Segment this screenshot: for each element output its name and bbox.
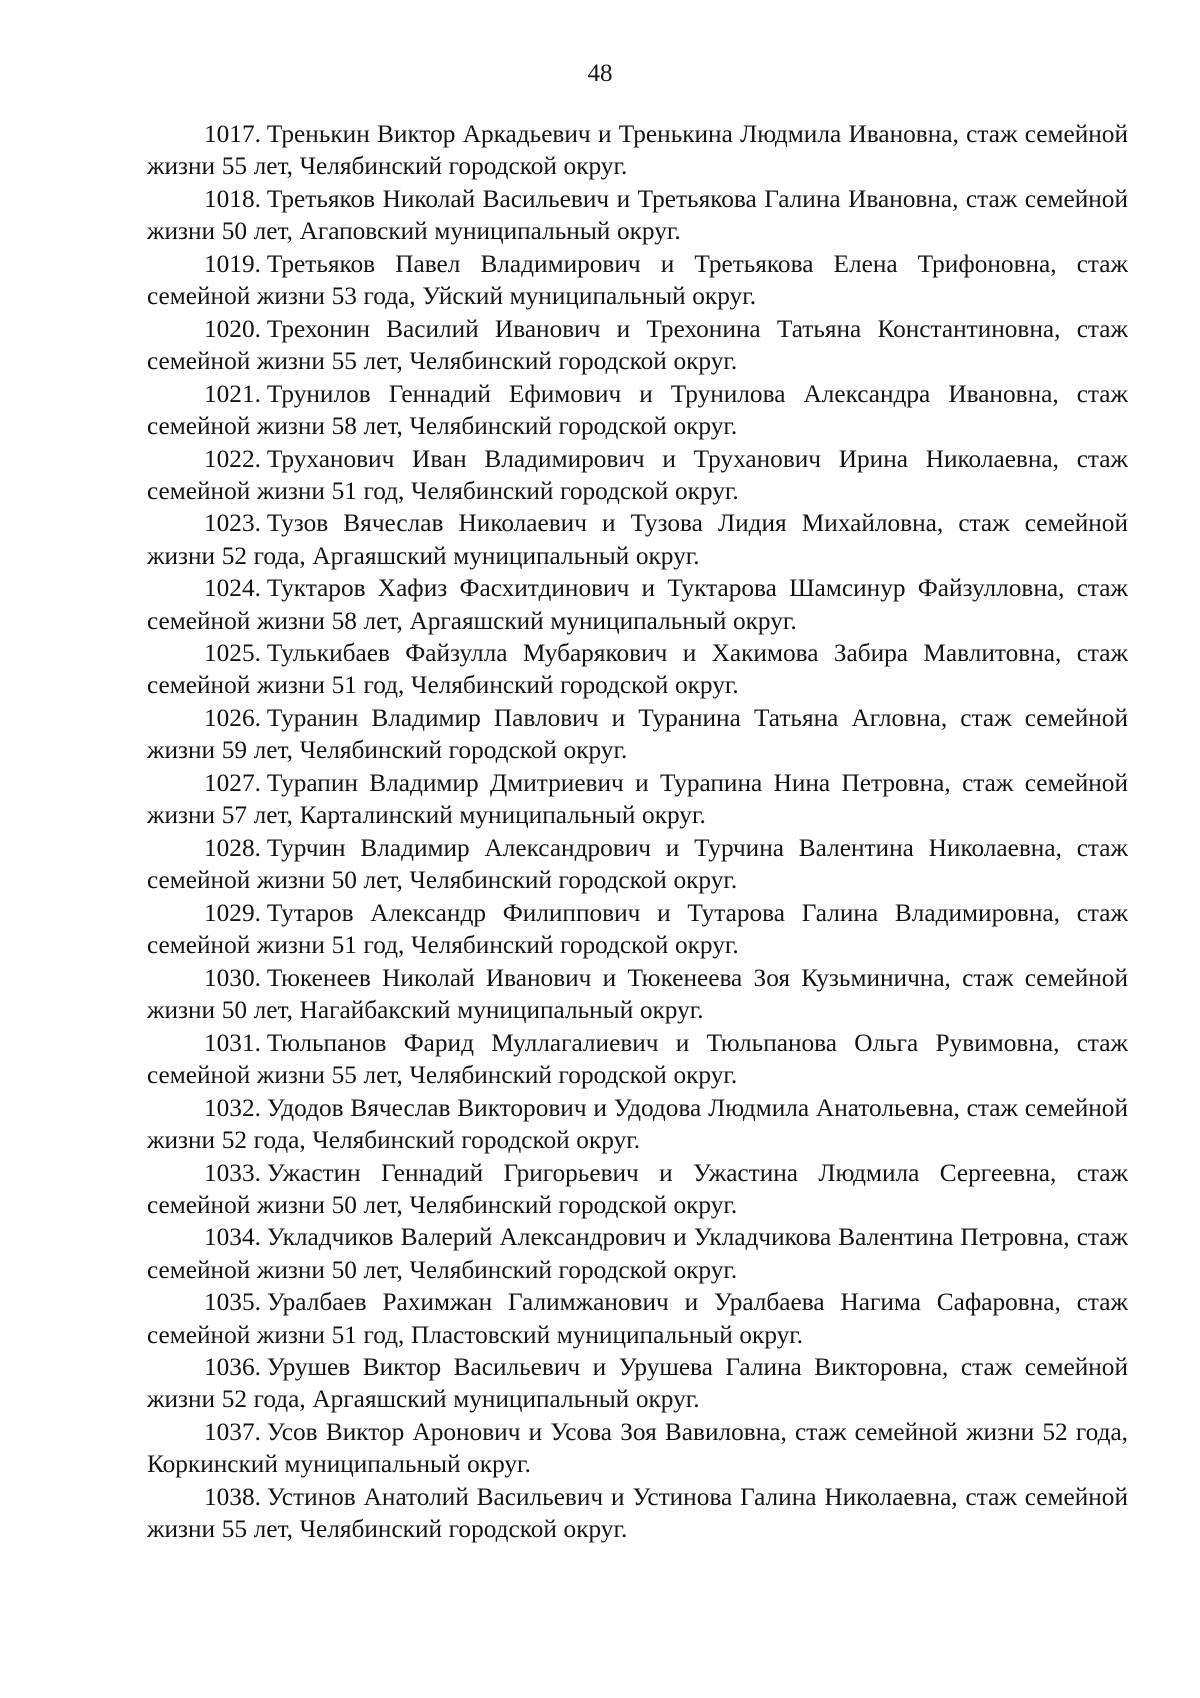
entry-number: 1022. bbox=[204, 444, 261, 473]
entry-text: Тюльпанов Фарид Муллагалиевич и Тюльпанова Ольга Рувимовна, стаж семейной жизни 55 лет, Челябинский городской округ. bbox=[147, 1028, 1128, 1089]
entry-list bbox=[147, 118, 1128, 1546]
entry-number: 1025. bbox=[204, 639, 261, 668]
list-item bbox=[147, 637, 1128, 701]
entry-number: 1019. bbox=[204, 249, 261, 278]
entry-text: Уралбаев Рахимжан Галимжанович и Уралбаева Нагима Сафаровна, стаж семейной жизни 51 год, Пластовский муниципальный округ. bbox=[147, 1288, 1128, 1349]
entry-text: Тюкенеев Николай Иванович и Тюкенеева Зоя Кузьминична, стаж семейной жизни 50 лет, Нагайбакский муниципальный округ. bbox=[147, 963, 1128, 1024]
entry-text: Устинов Анатолий Васильевич и Устинова Галина Николаевна, стаж семейной жизни 55 лет, Челябинский городской округ. bbox=[147, 1483, 1128, 1544]
entry-text: Труханович Иван Владимирович и Труханович Ирина Николаевна, стаж семейной жизни 51 год, Челябинский городской округ. bbox=[147, 444, 1128, 505]
entry-text: Трехонин Василий Иванович и Трехонина Татьяна Константиновна, стаж семейной жизни 55 лет, Челябинский городской округ. bbox=[147, 314, 1128, 375]
entry-number: 1027. bbox=[204, 769, 261, 798]
list-item bbox=[147, 1481, 1128, 1545]
list-item bbox=[147, 313, 1128, 377]
entry-number: 1034. bbox=[204, 1223, 261, 1252]
entry-number: 1020. bbox=[204, 314, 261, 343]
entry-text: Тренькин Виктор Аркадьевич и Тренькина Людмила Ивановна, стаж семейной жизни 55 лет, Челябинский городской округ. bbox=[147, 120, 1128, 181]
list-item bbox=[147, 897, 1128, 961]
entry-text: Тузов Вячеслав Николаевич и Тузова Лидия Михайловна, стаж семейной жизни 52 года, Аргаяшский муниципальный округ. bbox=[147, 509, 1128, 570]
list-item bbox=[147, 832, 1128, 896]
list-item bbox=[147, 572, 1128, 636]
entry-number: 1029. bbox=[204, 898, 261, 927]
entry-number: 1021. bbox=[204, 379, 261, 408]
entry-number: 1017. bbox=[204, 120, 261, 148]
entry-text: Третьяков Павел Владимирович и Третьякова Елена Трифоновна, стаж семейной жизни 53 года, Уйский муниципальный округ. bbox=[147, 249, 1128, 311]
entry-text: Турапин Владимир Дмитриевич и Турапина Нина Петровна, стаж семейной жизни 57 лет, Карталинский муниципальный округ. bbox=[147, 769, 1128, 830]
entry-number: 1018. bbox=[204, 184, 261, 213]
list-item bbox=[147, 1351, 1128, 1415]
entry-number: 1038. bbox=[204, 1483, 261, 1512]
list-item bbox=[147, 1157, 1128, 1221]
entry-text: Туктаров Хафиз Фасхитдинович и Туктарова Шамсинур Файзулловна, стаж семейной жизни 58 лет, Аргаяшский муниципальный округ. bbox=[147, 574, 1128, 635]
entry-number: 1031. bbox=[204, 1028, 261, 1057]
entry-number: 1030. bbox=[204, 963, 261, 992]
entry-text: Удодов Вячеслав Викторович и Удодова Людмила Анатольевна, стаж семейной жизни 52 года, Челябинский городской округ. bbox=[147, 1093, 1128, 1154]
entry-text: Туранин Владимир Павлович и Туранина Татьяна Агловна, стаж семейной жизни 59 лет, Челябинский городской округ. bbox=[147, 704, 1128, 765]
list-item bbox=[147, 767, 1128, 831]
entry-text: Тутаров Александр Филиппович и Тутарова Галина Владимировна, стаж семейной жизни 51 год, Челябинский городской округ. bbox=[147, 898, 1128, 960]
entry-text: Усов Виктор Аронович и Усова Зоя Вавиловна, стаж семейной жизни 52 года, Коркинский муниципальный округ. bbox=[147, 1418, 1128, 1479]
entry-number: 1032. bbox=[204, 1093, 261, 1122]
entry-number: 1037. bbox=[204, 1418, 261, 1447]
entry-text: Укладчиков Валерий Александрович и Укладчикова Валентина Петровна, стаж семейной жизни 50 лет, Челябинский городской округ. bbox=[147, 1223, 1128, 1284]
list-item bbox=[147, 507, 1128, 571]
entry-number: 1028. bbox=[204, 833, 261, 862]
list-item bbox=[147, 378, 1128, 442]
entry-number: 1023. bbox=[204, 509, 261, 538]
entry-number: 1024. bbox=[204, 574, 261, 603]
entry-number: 1026. bbox=[204, 704, 261, 733]
entry-number: 1036. bbox=[204, 1353, 261, 1382]
entry-text: Урушев Виктор Васильевич и Урушева Галина Викторовна, стаж семейной жизни 52 года, Аргаяшский муниципальный округ. bbox=[147, 1353, 1128, 1414]
entry-text: Турчин Владимир Александрович и Турчина Валентина Николаевна, стаж семейной жизни 50 лет, Челябинский городской округ. bbox=[147, 833, 1128, 895]
list-item bbox=[147, 248, 1128, 312]
list-item bbox=[147, 1416, 1128, 1480]
list-item bbox=[147, 1027, 1128, 1091]
entry-number: 1035. bbox=[204, 1288, 261, 1317]
list-item bbox=[147, 702, 1128, 766]
list-item bbox=[147, 962, 1128, 1026]
list-item bbox=[147, 1286, 1128, 1350]
list-item bbox=[147, 118, 1128, 182]
entry-text: Ужастин Геннадий Григорьевич и Ужастина Людмила Сергеевна, стаж семейной жизни 50 лет, Челябинский городской округ. bbox=[147, 1158, 1128, 1219]
entry-number: 1033. bbox=[204, 1158, 261, 1187]
list-item bbox=[147, 183, 1128, 247]
list-item bbox=[147, 1092, 1128, 1156]
list-item bbox=[147, 443, 1128, 507]
entry-text: Третьяков Николай Васильевич и Третьякова Галина Ивановна, стаж семейной жизни 50 лет, Агаповский муниципальный округ. bbox=[147, 184, 1128, 246]
page-number: 48 bbox=[587, 60, 613, 87]
entry-text: Трунилов Геннадий Ефимович и Трунилова Александра Ивановна, стаж семейной жизни 58 лет, Челябинский городской округ. bbox=[147, 379, 1128, 440]
entry-text: Тулькибаев Файзулла Мубарякович и Хакимова Забира Мавлитовна, стаж семейной жизни 51 год, Челябинский городской округ. bbox=[147, 639, 1128, 700]
list-item bbox=[147, 1221, 1128, 1285]
